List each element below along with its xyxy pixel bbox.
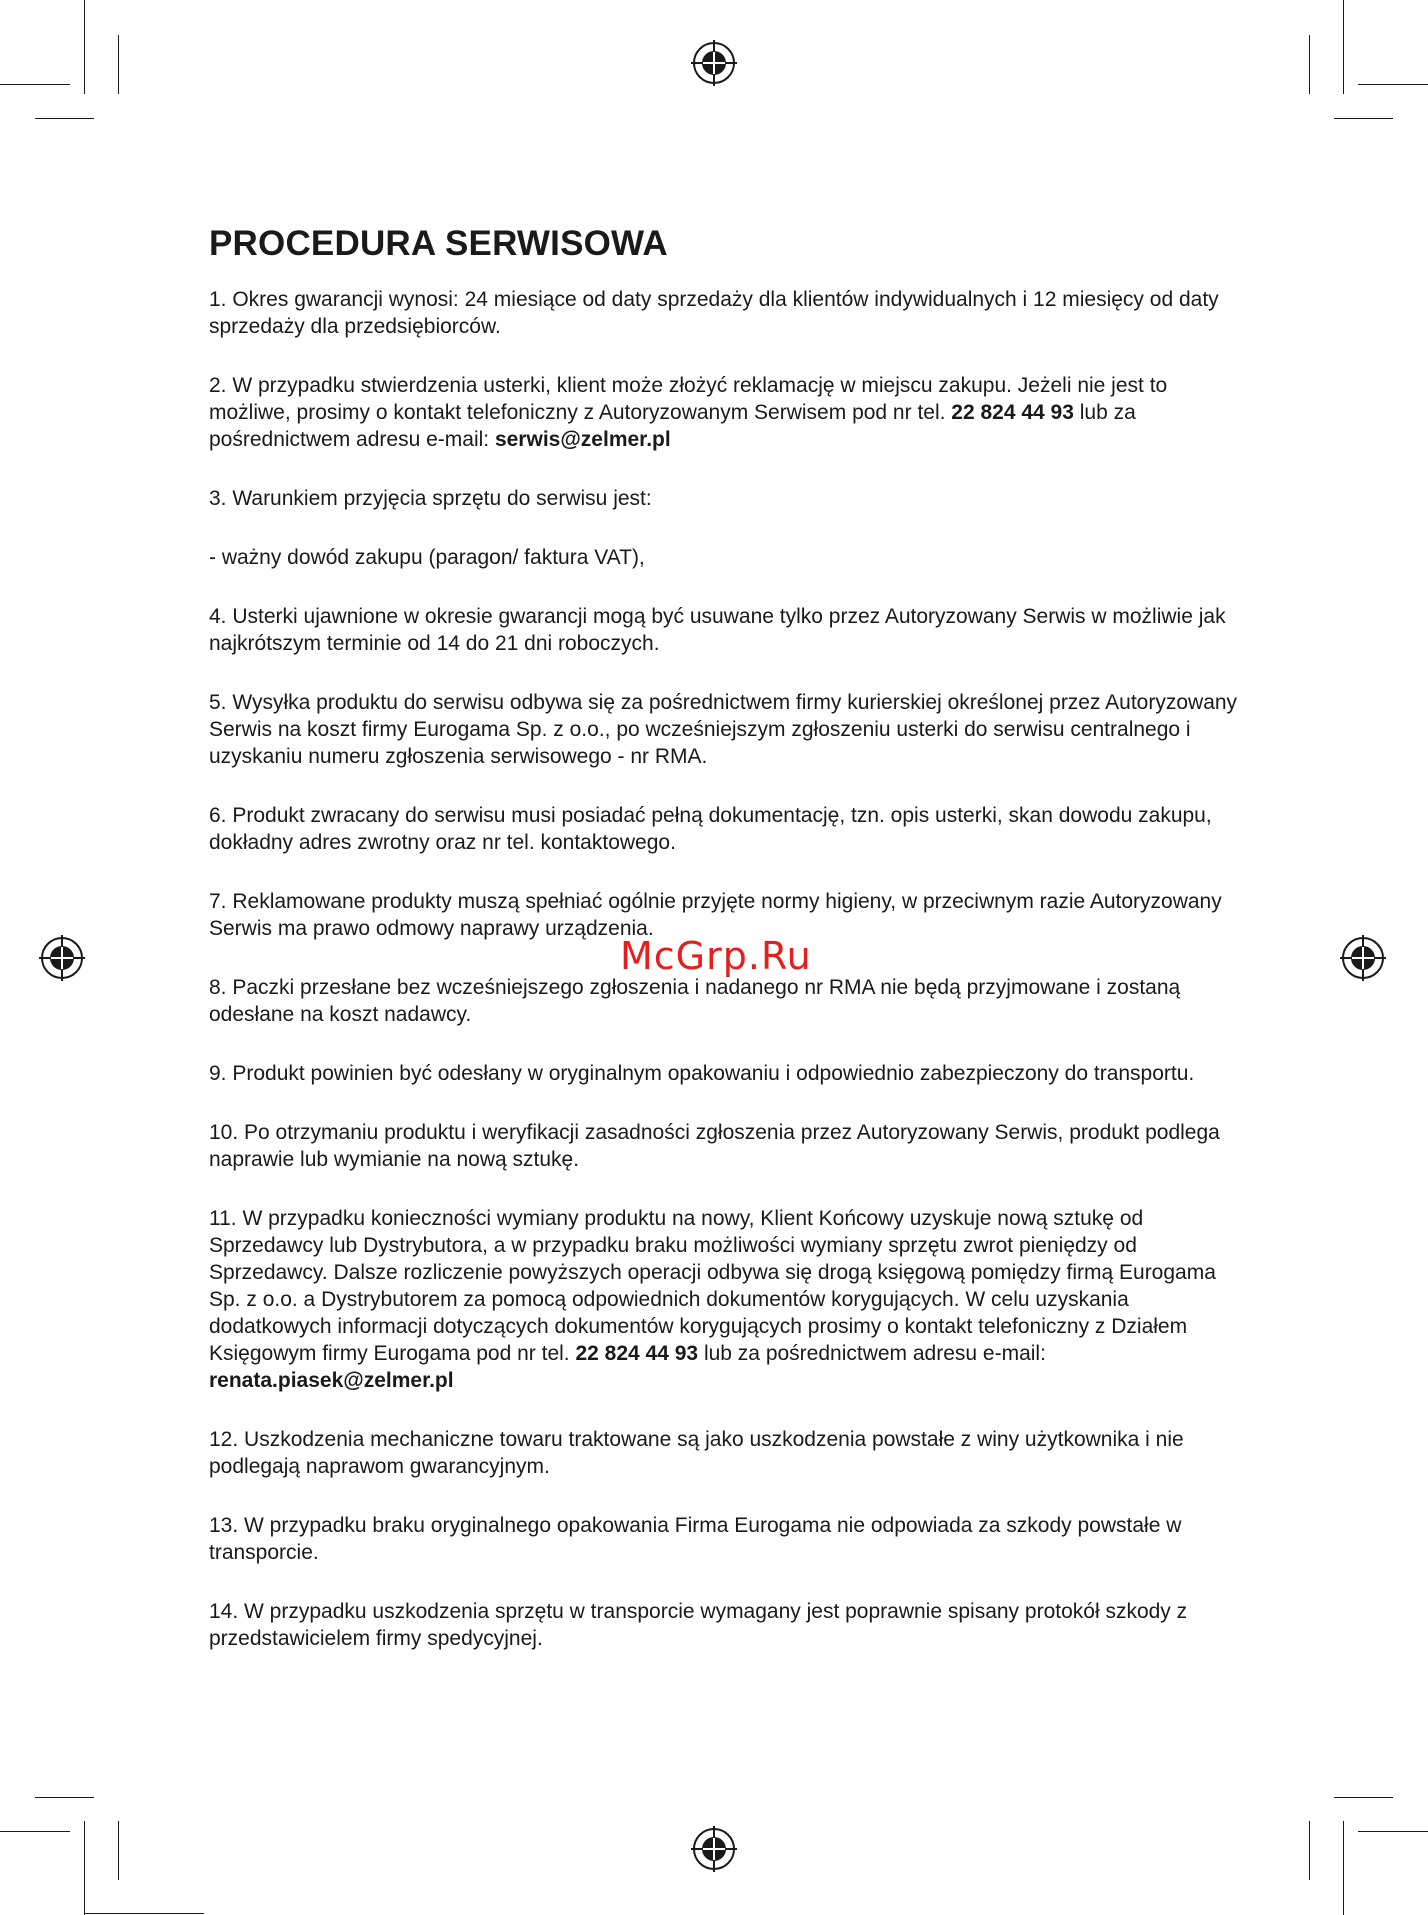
accounting-phone: 22 824 44 93 xyxy=(575,1342,699,1365)
registration-mark-icon xyxy=(691,1826,737,1872)
crop-mark xyxy=(84,0,85,94)
paragraph-2-text-b: lub za pośrednictwem adresu e-mail: xyxy=(209,401,1136,451)
paragraph-11-text-a: 11. W przypadku konieczności wymiany produktu na nowy, Klient Końcowy uzyskuje nową sztukę od Sprzedawcy lub Dystrybutora, a w przypadku braku możliwości wymiany sprzętu zwrot pieniędzy od Sprzedawcy. Dalsze rozliczenie powyższych operacji odbywa się drogą księgową pomiędzy firmą Eurogama Sp. z o.o. a Dystrybutorem za pomocą odpowiednich dokumentów korygujących. W celu uzyskania dodatkowych informacji dotyczących dokumentów korygujących prosimy o kontakt telefoniczny z Działem Księgowym firmy Eurogama pod nr tel. xyxy=(209,1207,1216,1365)
paragraph-11-text-b: lub za pośrednictwem adresu e-mail: xyxy=(698,1342,1046,1365)
crop-mark xyxy=(0,84,70,85)
watermark: McGrp.Ru xyxy=(620,934,812,978)
crop-mark xyxy=(84,1821,85,1915)
service-email: serwis@zelmer.pl xyxy=(494,428,671,451)
registration-mark-icon xyxy=(39,935,85,981)
paragraph-9: 9. Produkt powinien być odesłany w oryginalnym opakowaniu i odpowiednio zabezpieczony do transportu. xyxy=(209,1062,1195,1085)
service-phone: 22 824 44 93 xyxy=(951,401,1074,424)
accounting-email: renata.piasek@zelmer.pl xyxy=(209,1369,454,1392)
paragraph-11 xyxy=(209,1205,1249,1394)
crop-mark xyxy=(1309,1821,1310,1880)
crop-mark xyxy=(1334,118,1393,119)
paragraph-3: 3. Warunkiem przyjęcia sprzętu do serwisu jest: xyxy=(209,487,652,510)
paragraph-2-text-a: 2. W przypadku stwierdzenia usterki, klient może złożyć reklamację w miejscu zakupu. Jeżeli nie jest to możliwe, prosimy o kontakt telefoniczny z Autoryzowanym Serwisem pod nr tel. xyxy=(209,374,1168,424)
crop-mark xyxy=(118,1821,119,1880)
paragraph-6: 6. Produkt zwracany do serwisu musi posiadać pełną dokumentację, tzn. opis usterki, skan dowodu zakupu, dokładny adres zwrotny oraz nr tel. kontaktowego. xyxy=(209,804,1212,854)
crop-mark xyxy=(35,1797,94,1798)
paragraph-4: 4. Usterki ujawnione w okresie gwarancji mogą być usuwane tylko przez Autoryzowany Serwis w możliwie jak najkrótszym terminie od 14 do 21 dni roboczych. xyxy=(209,605,1226,655)
paragraph-1: 1. Okres gwarancji wynosi: 24 miesiące od daty sprzedaży dla klientów indywidualnych i 12 miesięcy od daty sprzedaży dla przedsiębiorców. xyxy=(209,288,1219,338)
paragraph-3-item: - ważny dowód zakupu (paragon/ faktura VAT), xyxy=(209,546,645,569)
paragraph-10: 10. Po otrzymaniu produktu i weryfikacji zasadności zgłoszenia przez Autoryzowany Serwis, produkt podlega naprawie lub wymianie na nową sztukę. xyxy=(209,1121,1220,1171)
crop-mark xyxy=(118,35,119,94)
crop-mark xyxy=(1343,1821,1344,1915)
paragraph-2 xyxy=(209,372,1249,453)
crop-mark xyxy=(0,1831,70,1832)
paragraph-12: 12. Uszkodzenia mechaniczne towaru traktowane są jako uszkodzenia powstałe z winy użytkownika i nie podlegają naprawom gwarancyjnym. xyxy=(209,1428,1184,1478)
crop-mark xyxy=(1358,84,1428,85)
crop-mark xyxy=(84,1913,204,1914)
paragraph-14: 14. W przypadku uszkodzenia sprzętu w transporcie wymagany jest poprawnie spisany protokół szkody z przedstawicielem firmy spedycyjnej. xyxy=(209,1600,1188,1650)
crop-mark xyxy=(35,118,94,119)
crop-mark xyxy=(1309,35,1310,94)
registration-mark-icon xyxy=(691,40,737,86)
paragraph-5: 5. Wysyłka produktu do serwisu odbywa się za pośrednictwem firmy kurierskiej określonej przez Autoryzowany Serwis na koszt firmy Eurogama Sp. z o.o., po wcześniejszym zgłoszeniu usterki do serwisu centralnego i uzyskaniu numeru zgłoszenia serwisowego - nr RMA. xyxy=(209,691,1238,768)
paragraph-13: 13. W przypadku braku oryginalnego opakowania Firma Eurogama nie odpowiada za szkody powstałe w transporcie. xyxy=(209,1514,1182,1564)
paragraph-8: 8. Paczki przesłane bez wcześniejszego zgłoszenia i nadanego nr RMA nie będą przyjmowane i zostaną odesłane na koszt nadawcy. xyxy=(209,976,1181,1026)
page-title: PROCEDURA SERWISOWA xyxy=(209,224,668,263)
crop-mark xyxy=(1343,0,1344,94)
registration-mark-icon xyxy=(1340,935,1386,981)
crop-mark xyxy=(1358,1831,1428,1832)
paragraph-7: 7. Reklamowane produkty muszą spełniać ogólnie przyjęte normy higieny, w przeciwnym razie Autoryzowany Serwis ma prawo odmowy naprawy urządzenia. xyxy=(209,890,1222,940)
crop-mark xyxy=(1334,1797,1393,1798)
